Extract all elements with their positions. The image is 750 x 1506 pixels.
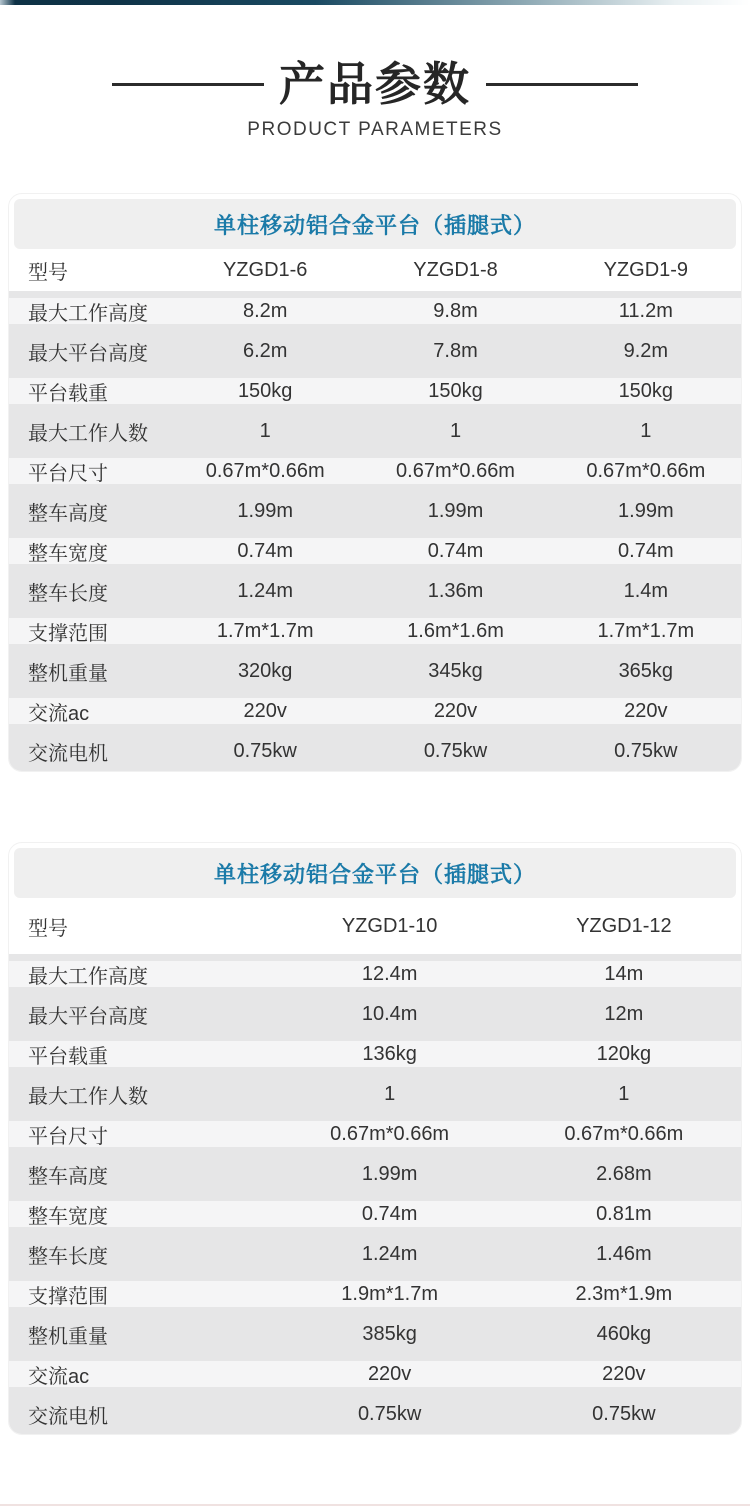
- row-label: 平台尺寸: [28, 1125, 108, 1148]
- row-value: 0.67m*0.66m: [396, 459, 515, 482]
- row-value: 1.24m: [361, 1242, 418, 1265]
- table-row: [9, 1394, 741, 1434]
- row-label: 平台载重: [28, 1045, 108, 1068]
- row-label: 支撑范围: [28, 1285, 108, 1308]
- row-value: 1.24m: [237, 579, 293, 602]
- row-value: 1.46m: [596, 1242, 652, 1265]
- row-value: 8.2m: [242, 299, 288, 322]
- row-value: 0.75kw: [357, 1402, 422, 1425]
- row-label: 支撑范围: [28, 622, 108, 645]
- row-value: 320kg: [237, 659, 293, 682]
- table-row: [9, 531, 741, 571]
- table-row: [9, 451, 741, 491]
- row-value: 0.75kw: [614, 739, 678, 762]
- row-value: 0.74m: [237, 539, 293, 562]
- row-value: 9.8m: [433, 299, 478, 322]
- row-value: 220v: [624, 699, 668, 722]
- row-value: 1.7m*1.7m: [216, 619, 314, 642]
- model-label: 型号: [28, 917, 68, 940]
- table-row: [9, 994, 741, 1034]
- model-label: 型号: [28, 261, 68, 284]
- row-label: 平台载重: [28, 382, 108, 405]
- table-row: [9, 1274, 741, 1314]
- row-value: 0.67m*0.66m: [330, 1122, 450, 1145]
- row-value: 6.2m: [242, 339, 288, 362]
- row-label: 整车长度: [28, 582, 108, 605]
- table-row: [9, 954, 741, 994]
- row-label: 最大平台高度: [28, 1005, 148, 1028]
- row-value: 10.4m: [361, 1002, 418, 1025]
- table-row: [9, 1114, 741, 1154]
- model-name: YZGD1-8: [413, 258, 498, 281]
- row-value: 1: [259, 419, 271, 442]
- row-value: 1.7m*1.7m: [597, 619, 695, 642]
- table-row: [9, 411, 741, 451]
- row-value: 0.67m*0.66m: [205, 459, 325, 482]
- row-value: 1.99m: [618, 499, 674, 522]
- spec-table-1: [9, 249, 741, 771]
- table-row: [9, 611, 741, 651]
- table-row: [9, 1314, 741, 1354]
- row-value: 2.68m: [596, 1162, 652, 1185]
- row-value: 12m: [604, 1002, 644, 1025]
- header-left-line: [112, 83, 264, 86]
- row-label: 整车长度: [28, 1245, 108, 1268]
- spec-card-1: [8, 193, 742, 772]
- table-row: [9, 651, 741, 691]
- row-value: 1.99m: [427, 499, 484, 522]
- row-value: 1.99m: [361, 1162, 418, 1185]
- row-value: 1: [384, 1082, 396, 1105]
- row-value: 1.99m: [237, 499, 293, 522]
- model-row: [9, 898, 741, 954]
- row-value: 0.75kw: [233, 739, 297, 762]
- row-value: 9.2m: [623, 339, 669, 362]
- table-row: [9, 1354, 741, 1394]
- row-value: 0.81m: [596, 1202, 652, 1225]
- row-value: 1.9m*1.7m: [341, 1282, 438, 1305]
- table-row: [9, 1034, 741, 1074]
- row-value: 365kg: [618, 659, 674, 682]
- row-label: 交流ac: [28, 1365, 90, 1388]
- row-value: 11.2m: [618, 299, 673, 322]
- row-value: 120kg: [596, 1042, 652, 1065]
- row-value: 220v: [602, 1362, 646, 1385]
- header-right-line: [486, 83, 638, 86]
- row-value: 136kg: [362, 1042, 417, 1065]
- row-value: 150kg: [237, 379, 293, 402]
- spec-card-2-title: 单柱移动铝合金平台（插腿式）: [14, 848, 736, 898]
- row-value: 385kg: [362, 1322, 417, 1345]
- row-value: 150kg: [428, 379, 483, 402]
- section-header: [0, 5, 750, 141]
- row-label: 交流ac: [28, 702, 90, 725]
- row-value: 1: [640, 419, 652, 442]
- spec-card-1-title: 单柱移动铝合金平台（插腿式）: [14, 199, 736, 249]
- row-value: 0.74m: [427, 539, 484, 562]
- model-name: YZGD1-10: [341, 914, 438, 937]
- spec-card-2: [8, 842, 742, 1435]
- row-value: 1.36m: [427, 579, 484, 602]
- row-value: 345kg: [428, 659, 483, 682]
- table-row: [9, 291, 741, 331]
- model-row: [9, 249, 741, 291]
- row-label: 整车宽度: [28, 542, 108, 565]
- row-value: 1: [449, 419, 462, 442]
- table-row: [9, 1154, 741, 1194]
- row-value: 460kg: [596, 1322, 652, 1345]
- row-value: 220v: [243, 699, 287, 722]
- model-name: YZGD1-9: [603, 258, 689, 281]
- row-value: 0.67m*0.66m: [564, 1122, 684, 1145]
- row-label: 最大工作高度: [28, 965, 148, 988]
- spec-table-2: [9, 898, 741, 1434]
- row-value: 220v: [433, 699, 478, 722]
- row-value: 0.74m: [361, 1202, 418, 1225]
- row-label: 整车宽度: [28, 1205, 108, 1228]
- row-value: 220v: [367, 1362, 412, 1385]
- table-row: [9, 491, 741, 531]
- page-subtitle: PRODUCT PARAMETERS: [247, 119, 503, 140]
- row-value: 0.67m*0.66m: [586, 459, 706, 482]
- row-value: 1.6m*1.6m: [407, 619, 504, 642]
- row-label: 整车高度: [28, 502, 108, 525]
- row-label: 最大工作人数: [28, 422, 148, 445]
- model-name: YZGD1-12: [576, 914, 672, 937]
- row-value: 12.4m: [361, 962, 418, 985]
- table-row: [9, 1074, 741, 1114]
- table-row: [9, 691, 741, 731]
- row-label: 整机重量: [28, 1325, 108, 1348]
- table-row: [9, 731, 741, 771]
- row-value: 0.75kw: [423, 739, 488, 762]
- row-label: 交流电机: [28, 742, 108, 765]
- row-label: 平台尺寸: [28, 462, 108, 485]
- row-label: 交流电机: [28, 1405, 108, 1428]
- row-label: 整机重量: [28, 662, 108, 685]
- table-row: [9, 1194, 741, 1234]
- row-value: 0.75kw: [592, 1402, 656, 1425]
- page-title: 产品参数: [279, 58, 471, 110]
- row-label: 最大平台高度: [28, 342, 148, 365]
- row-value: 1: [618, 1082, 630, 1105]
- table-row: [9, 331, 741, 371]
- row-value: 1.4m: [623, 579, 669, 602]
- model-name: YZGD1-6: [222, 258, 308, 281]
- table-row: [9, 571, 741, 611]
- row-value: 14m: [604, 962, 644, 985]
- table-row: [9, 371, 741, 411]
- row-value: 0.74m: [618, 539, 674, 562]
- row-label: 最大工作高度: [28, 302, 148, 325]
- row-label: 最大工作人数: [28, 1085, 148, 1108]
- row-value: 150kg: [618, 379, 674, 402]
- table-row: [9, 1234, 741, 1274]
- row-label: 整车高度: [28, 1165, 108, 1188]
- section-header-row: [0, 55, 750, 113]
- row-value: 2.3m*1.9m: [575, 1282, 673, 1305]
- row-value: 7.8m: [433, 339, 478, 362]
